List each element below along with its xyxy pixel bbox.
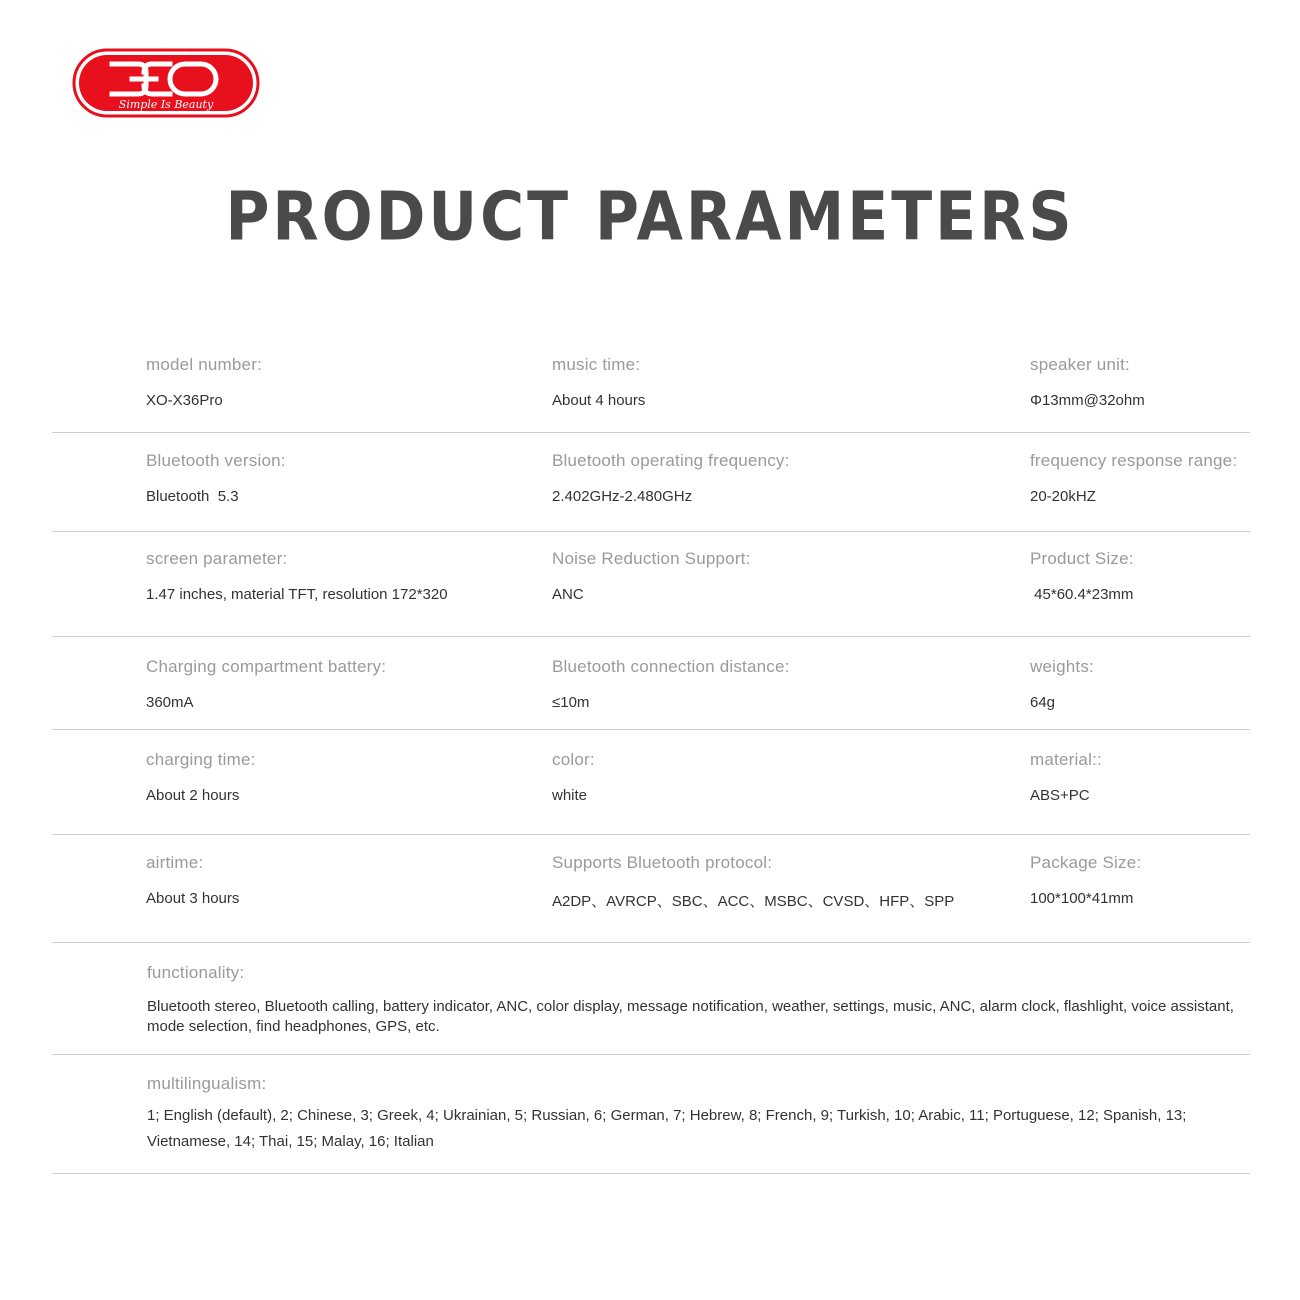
spec-cell: [146, 853, 239, 907]
spec-cell-wide: [147, 1074, 1262, 1155]
spec-row: [52, 1055, 1250, 1174]
spec-row: [52, 943, 1250, 1055]
spec-cell: [146, 549, 448, 603]
spec-value: Φ13mm@32ohm: [1030, 392, 1145, 409]
spec-value: 64g: [1030, 694, 1056, 711]
spec-label: Product Size:: [1030, 549, 1134, 568]
spec-cell: [552, 853, 954, 911]
spec-label: charging time:: [146, 750, 256, 769]
spec-label: screen parameter:: [146, 549, 288, 568]
spec-label: Bluetooth version:: [146, 451, 286, 470]
spec-value: About 4 hours: [552, 392, 646, 409]
spec-cell: [1030, 657, 1094, 711]
spec-cell: [146, 657, 386, 711]
spec-label: Noise Reduction Support:: [552, 549, 751, 568]
spec-label: weights:: [1030, 657, 1094, 676]
spec-row: [52, 637, 1250, 730]
spec-label: frequency response range:: [1030, 451, 1238, 470]
spec-cell-wide: [147, 963, 1262, 1037]
spec-row: [52, 532, 1250, 637]
spec-value: Bluetooth stereo, Bluetooth calling, battery indicator, ANC, color display, message notification, weather, settings, music, ANC, alarm clock, flashlight, voice assistant, mode selection, find headphones, GPS, etc.: [147, 998, 1234, 1035]
spec-value: Bluetooth 5.3: [146, 488, 239, 505]
spec-label: Bluetooth connection distance:: [552, 657, 790, 676]
spec-label: Bluetooth operating frequency:: [552, 451, 790, 470]
spec-cell: [1030, 853, 1141, 907]
spec-cell: [552, 451, 790, 505]
spec-cell: [552, 355, 645, 409]
spec-value: XO-X36Pro: [146, 392, 223, 409]
spec-label: multilingualism:: [147, 1074, 267, 1093]
spec-value: A2DP、AVRCP、SBC、ACC、MSBC、CVSD、HFP、SPP: [552, 893, 955, 910]
spec-value: white: [552, 787, 588, 804]
spec-value: 1; English (default), 2; Chinese, 3; Greek, 4; Ukrainian, 5; Russian, 6; German, 7; Hebrew, 8; French, 9; Turkish, 10; Arabic, 11; Portuguese, 12; Spanish, 13; Vietnamese, 14; Thai, 15; Malay, 16; Italian: [147, 1107, 1187, 1150]
spec-label: material::: [1030, 750, 1102, 769]
spec-label: Package Size:: [1030, 853, 1142, 872]
spec-value: 1.47 inches, material TFT, resolution 172*320: [146, 586, 448, 603]
spec-value: About 3 hours: [146, 890, 240, 907]
spec-value: ANC: [552, 586, 584, 603]
spec-cell: [552, 549, 751, 603]
specs-table: [52, 338, 1250, 1174]
spec-value: ≤10m: [552, 694, 590, 711]
spec-cell: [1030, 451, 1237, 505]
spec-label: Charging compartment battery:: [146, 657, 387, 676]
spec-value: About 2 hours: [146, 787, 240, 804]
spec-value: 45*60.4*23mm: [1030, 586, 1134, 603]
spec-label: speaker unit:: [1030, 355, 1130, 374]
xo-logo-slogan: Simple Is Beauty: [118, 98, 214, 111]
spec-cell: [552, 750, 595, 804]
spec-cell: [552, 657, 790, 711]
spec-cell: [146, 355, 262, 409]
spec-row: [52, 338, 1250, 433]
spec-label: functionality:: [147, 963, 245, 982]
spec-row: [52, 433, 1250, 532]
spec-value: 100*100*41mm: [1030, 890, 1134, 907]
spec-label: model number:: [146, 355, 262, 374]
spec-cell: [1030, 549, 1134, 603]
spec-value: 2.402GHz-2.480GHz: [552, 488, 693, 505]
spec-cell: [146, 451, 286, 505]
spec-cell: [1030, 750, 1102, 804]
spec-label: airtime:: [146, 853, 204, 872]
spec-label: Supports Bluetooth protocol:: [552, 853, 773, 872]
spec-value: 360mA: [146, 694, 194, 711]
spec-value: ABS+PC: [1030, 787, 1090, 804]
xo-logo: [72, 48, 260, 118]
page-title: PRODUCT PARAMETERS: [225, 178, 1075, 257]
spec-value: 20-20kHZ: [1030, 488, 1096, 505]
spec-row: [52, 730, 1250, 835]
spec-cell: [146, 750, 256, 804]
spec-cell: [1030, 355, 1145, 409]
spec-label: music time:: [552, 355, 641, 374]
spec-label: color:: [552, 750, 595, 769]
spec-row: [52, 835, 1250, 943]
